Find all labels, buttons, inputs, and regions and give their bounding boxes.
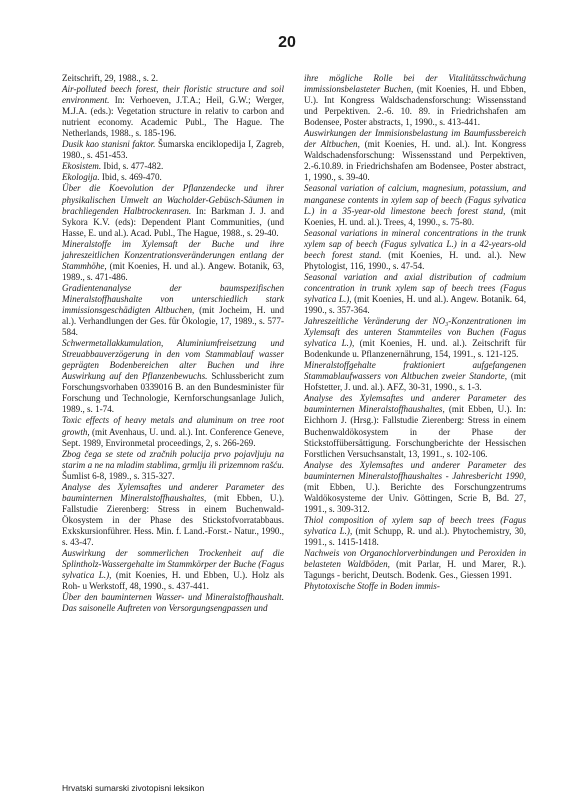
- right-column: [304, 73, 526, 592]
- reference-entry: Analyse des Xylemsaftes und anderer Parameter des bauminternen Mineralstoffhaushaltes, (mit Ebben, U.). In: Eichhorn J. (Hrsg.): Fallstudie Zierenberg: Stress in einem Buchenwaldökosystem in der Phase der Stickstoffübersättigung. Forschungberichte der Hessischen Forstlichen Versuchsanstalt, 13, 1991., s. 102-106.: [304, 393, 526, 459]
- reference-entry: Auswirkungen der Immisionsbelastung im Baumfussbereich der Altbuchen, (mit Koenies, H. und. al.). Int. Kongress Waldschadensforschung: Wissensstand und Perpektiven, 2.-6.10.89. in Friedrichshafen am Bodensee, Poster abstract, 1, 1990., s. 39-40.: [304, 128, 526, 183]
- reference-entry: Jahreszeitliche Veränderung der NO₃-Konzentrationen im Xylemsaft des unteren Stammteiles von Buchen (Fagus sylvatica L.), (mit Koenies, H. und. al.). Zeitschrift für Bodenkunde u. Pflanzenernährung, 154, 1991., s. 121-125.: [304, 316, 526, 360]
- reference-entry: Zeitschrift, 29, 1988., s. 2.: [62, 73, 158, 83]
- footer-text: Hrvatski sumarski zivotopisni leksikon: [62, 783, 205, 793]
- reference-entry: ihre mögliche Rolle bei der Vitalitätsschwächung immissionsbelasteter Buchen, (mit Koenies, H. und Ebben, U.). Int Kongress Waldschadensforschung: Wissensstand und Perpektiven. 2.-6. 10. 89. in Friedrichshafen am Bodensee, Poster abstracts, 1, 1990., s. 413-441.: [304, 73, 526, 128]
- reference-entry: Air-polluted beech forest, their floristic structure and soil environment. In: Verhoeven, J.T.A.; Heil, G.W.; Werger, M.J.A. (eds.): Vegetation structure in relativ to carbon and nutrient economy. Academic Publ., The Hague. The Netherlands, 1988., s. 185-196.: [62, 84, 284, 139]
- reference-entry: Zbog čega se stete od zračnih polucija prvo pojavljuju na starim a ne na mladim stablima, grmlju ili prizemnom rašću. Šumlist 6-8, 1989., s. 315-327.: [62, 448, 284, 481]
- page-number: 20: [278, 34, 296, 51]
- reference-entry: Über die Koevolution der Pflanzendecke und ihrer physikalischen Umwelt an Wacholder-Gebüsch-Säumen in brachliegenden Halbtrockenrasen. In: Barkman J. J. and Sykora K.V. (eds): Dependent Plant Communities, (und Hasse, E. und al.). Acad. Publ., The Hague, 1988., s. 29-40.: [62, 183, 284, 238]
- reference-entry: Thiol composition of xylem sap of beech trees (Fagus sylvatica L.), (mit Schupp, R. und al.). Phytochemistry, 30, 1991., s. 1415-1418.: [304, 514, 526, 547]
- left-column: [62, 73, 284, 614]
- reference-entry: Seasonal variation and axial distribution of cadmium concentration in trunk xylem sap of beech trees (Fagus sylvatica L.), (mit Koenies, H. und al.). Angew. Botanik. 64, 1990., s. 357-364.: [304, 271, 526, 315]
- reference-entry: Schwermetallakkumulation, Aluminiumfreisetzung und Streuabbauverzögerung in den vom Stammablauf wasser geprägten Bodenbereichen alter Buchen und ihre Auswirkung auf den Pflanzenbewuchs. Schlussbericht zum Forschungsvorhaben 0339016 B. an den Bundesminister für Forschung und Technologie, Kernforschungsanlage Julich, 1989., s. 1-74.: [62, 338, 284, 415]
- reference-entry: Nachweis von Organochlorverbindungen und Peroxiden in belasteten Waldböden, (mit Parlar, H. und Marer, R.). Tagungs - bericht, Deutsch. Bodenk. Ges., Giessen 1991.: [304, 548, 526, 581]
- reference-entry: Analyse des Xylemsaftes und anderer Parameter des bauminternen Mineralstoffhaushaltes, (mit Ebben, U.). Fallstudie Zierenberg: Stress in einem Buchenwald-Ökosystem in der Phase des Stickstofvorratabbaus. Exkskursionführer. Hess. Min. f. Land.-Forst.- Natur., 1990., s. 43-47.: [62, 481, 284, 547]
- reference-entry: Mineralstoffgehalte fraktioniert aufgefangenen Stammablaufwassers von Altbuchen zweier Standorte, (mit Hofstetter, J. und. al.). AFZ, 30-31, 1990., s. 1-3.: [304, 360, 526, 393]
- reference-entry: Seasonal variations in mineral concentrations in the trunk xylem sap of beech (Fagus sylvatica L.) in a 42-years-old beech forest stand. (mit Koenies, H. und. al.). New Phytologist, 116, 1990., s. 47-54.: [304, 227, 526, 271]
- reference-entry: Seasonal variation of calcium, magnesium, potassium, and manganese contents in xylem sap of beech (Fagus sylvatica L.) in a 35-year-old limestone beech forest stand, (mit Koenies, H. und. al.). Trees, 4, 1990., s. 75-80.: [304, 183, 526, 227]
- reference-entry: Über den bauminternen Wasser- und Mineralstoffhaushalt. Das saisonelle Auftreten von Versorgungsengpassen und: [62, 592, 284, 614]
- reference-entry: Ekologija. Ibid, s. 469-470.: [62, 172, 162, 183]
- reference-entry: Mineralstoffe im Xylemsaft der Buche und ihre jahreszeitlichen Konzentrationsveränderungen entlang der Stammhöhe, (mit Koenies, H. und al.). Angew. Botanik, 63, 1989., s. 471-486.: [62, 238, 284, 282]
- reference-entry: Gradientenanalyse der baumspezifischen Mineralstoffhaushalte von unterschiedlich stark immissionsgeschädigten Altbuchen, (mit Jocheim, H. und al.). Verhandlungen der Ges. für Ökologie, 17, 1989., s. 577-584.: [62, 282, 284, 338]
- reference-entry: Auswirkung der sommerlichen Trockenheit auf die Splintholz-Wassergehalte im Stammkörper der Buche (Fagus sylvatica L.), (mit Koenies, H. und Ebben, U.). Holz als Roh- u Werkstoff, 48, 1990., s. 437-441.: [62, 548, 284, 592]
- reference-entry: Dusik kao stanisni faktor. Šumarska enciklopedija I, Zagreb, 1980., s. 451-453.: [62, 139, 285, 161]
- reference-entry: Ekosistem. Ibid, s. 477-482.: [62, 161, 164, 172]
- reference-entry: Phytotoxische Stoffe in Boden immis-: [304, 581, 440, 592]
- reference-entry: Toxic effects of heavy metals and aluminum on tree root growth, (mit Avenhaus, U. und. al.). Int. Conference Geneve, Sept. 1989, Environmetal proceedings, 2, s. 266-269.: [62, 415, 284, 448]
- reference-entry: Analyse des Xylemsaftes und anderer Parameter des bauminternen Mineralstoffhaushaltes - Jahresbericht 1990, (mit Ebben, U.). Berichte des Forschungzentrums Waldökosysteme der Univ. Göttingen, Scrie B, Bd. 27, 1991., s. 309-312.: [304, 459, 526, 514]
